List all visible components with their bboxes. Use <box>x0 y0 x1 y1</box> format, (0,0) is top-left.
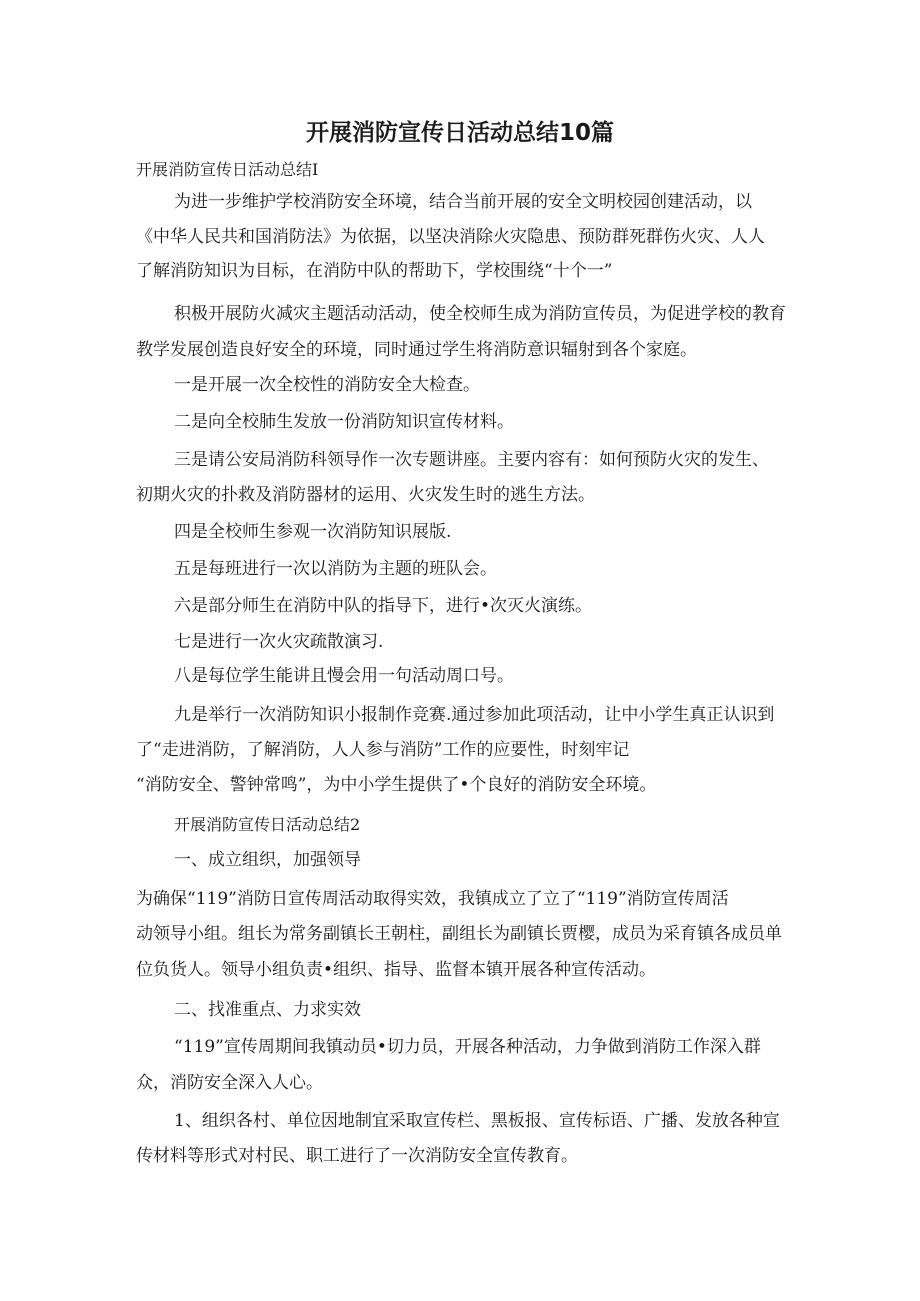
paragraph-line: 四是全校师生参观一次消防知识展版. <box>174 522 452 542</box>
paragraph-line: 二是向全校肺生发放一份消防知识宣传材料。 <box>174 412 514 432</box>
paragraph-line: 传材料等形式对村民、职工进行了一次消防安全宣传教育。 <box>136 1146 578 1166</box>
paragraph-line: 八是每位学生能讲且慢会用一句活动周口号。 <box>174 666 514 686</box>
document-title: 开展消防宣传日活动总结10篇 <box>305 120 614 146</box>
paragraph-line: 一是开展一次全校性的消防安全大检查。 <box>174 375 480 395</box>
paragraph-line: 初期火灾的扑救及消防器材的运用、火灾发生时的逃生方法。 <box>136 485 595 505</box>
paragraph-line: 为确保“119”消防日宣传周活动取得实效，我镇成立了立了“119”消防宣传周活 <box>136 889 729 909</box>
paragraph-line: 教学发展创造良好安全的环境，同时通过学生将消防意识辐射到各个家庭。 <box>136 340 697 360</box>
paragraph-line: 众，消防安全深入人心。 <box>136 1073 323 1093</box>
paragraph-line: 了“走进消防，了解消防，人人参与消防”工作的应要性，时刻牢记 <box>136 740 630 760</box>
paragraph-line: 为进一步维护学校消防安全环境，结合当前开展的安全文明校园创建活动，以 <box>174 192 752 212</box>
subheading: 一、成立组织，加强领导 <box>174 850 361 870</box>
paragraph-line: 三是请公安局消防科领导作一次专题讲座。主要内容有：如何预防火灾的发生、 <box>174 450 769 470</box>
paragraph-line: 了解消防知识为目标，在消防中队的帮助下，学校围绕“十个一” <box>136 261 613 281</box>
paragraph-line: 五是每班进行一次以消防为主题的班队会。 <box>174 559 497 579</box>
paragraph-line: 九是举行一次消防知识小报制作竞赛.通过参加此项活动，让中小学生真正认识到 <box>174 705 775 725</box>
section-heading-2: 开展消防宣传日活动总结2 <box>174 815 361 834</box>
paragraph-line: 七是进行一次火灾疏散演习. <box>174 632 384 652</box>
paragraph-line: 1、组织各村、单位因地制宜采取宣传栏、黑板报、宣传标语、广播、发放各种宣 <box>174 1111 780 1131</box>
paragraph-line: 位负货人。领导小组负责•组织、指导、监督本镇开展各种宣传活动。 <box>136 960 657 980</box>
paragraph-line: 六是部分师生在消防中队的指导下，进行•次灭火演练。 <box>174 596 593 616</box>
subheading: 二、找准重点、力求实效 <box>174 1000 361 1020</box>
section-heading-1: 开展消防宣传日活动总结I <box>136 160 319 179</box>
paragraph-line: 动领导小组。组长为常务副镇长王朝柱，副组长为副镇长贾樱，成员为采育镇各成员单 <box>136 924 782 944</box>
paragraph-line: “消防安全、警钟常鸣”，为中小学生提供了•个良好的消防安全环境。 <box>136 775 657 795</box>
paragraph-line: 积极开展防火减灾主题活动活动，使全校师生成为消防宣传员，为促进学校的教育 <box>174 304 786 324</box>
paragraph-line: 《中华人民共和国消防法》为依据，以坚决消除火灾隐患、预防群死群伤火灾、人人 <box>136 227 765 247</box>
paragraph-line: “119”宣传周期间我镇动员•切力员，开展各种活动，力争做到消防工作深入群 <box>174 1037 761 1057</box>
